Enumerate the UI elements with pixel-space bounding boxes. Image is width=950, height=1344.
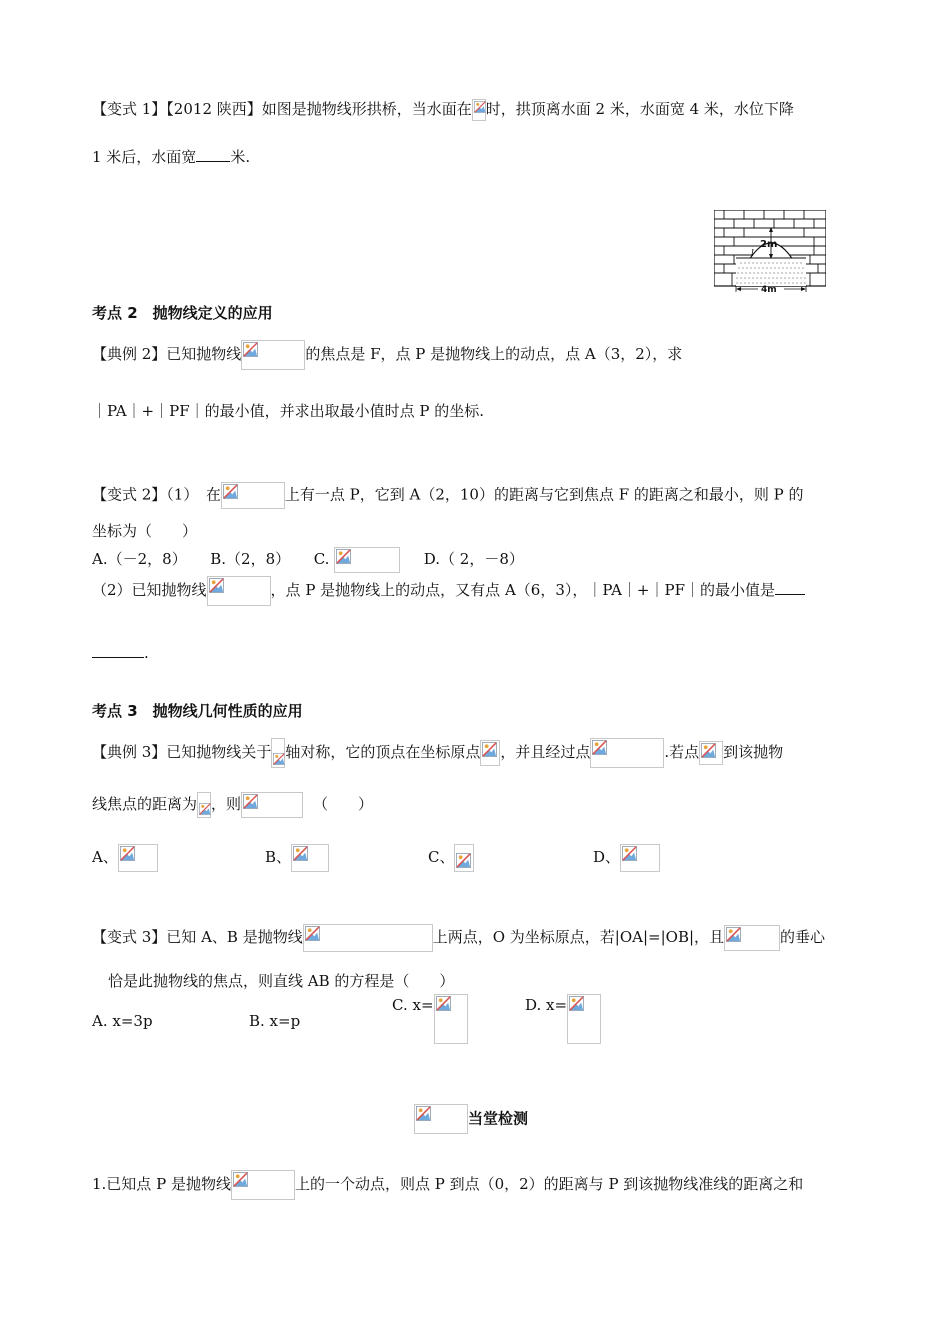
example2-line1: 【典例 2】已知抛物线 的焦点是 F，点 P 是抛物线上的动点，点 A（3，2），求 [92, 340, 682, 370]
formula-image-placeholder [207, 576, 271, 606]
broken-image-icon [482, 742, 497, 757]
example3-option-a: A、 [92, 844, 158, 872]
formula-image-placeholder [434, 994, 468, 1044]
formula-image-placeholder [221, 482, 285, 509]
broken-image-icon [436, 996, 451, 1011]
variant2-part2-line1: （2）已知抛物线 ，点 P 是抛物线上的动点，又有点 A（6，3），｜PA｜+｜PF｜的最小值是 [92, 576, 805, 606]
broken-image-icon [474, 101, 486, 113]
variant3-option-d: D. x= [525, 994, 601, 1044]
formula-image-placeholder [724, 925, 780, 951]
check-question-1: 1.已知点 P 是抛物线 上的一个动点，则点 P 到点（0，2）的距离与 P 到该抛物线准线的距离之和 [92, 1170, 803, 1200]
variant2-line2: 坐标为（ ） [92, 522, 198, 540]
option-c: C. [314, 550, 401, 568]
formula-image-placeholder [197, 792, 211, 818]
broken-image-icon [592, 740, 607, 755]
variant2-options [92, 547, 524, 573]
formula-image-placeholder [480, 740, 500, 766]
formula-image-placeholder [118, 844, 158, 872]
formula-image-placeholder [334, 547, 400, 573]
formula-image-placeholder [303, 924, 433, 952]
variant3-option-c: C. x= [392, 994, 468, 1044]
example3-option-c: C、 [428, 844, 474, 872]
option-d: D.（ 2，－8） [423, 550, 524, 568]
section-heading-kp3: 考点 3 抛物线几何性质的应用 [92, 702, 303, 720]
broken-image-icon [233, 1172, 248, 1187]
formula-image-placeholder [620, 844, 660, 872]
broken-image-icon [209, 578, 224, 593]
example3-line2: 线焦点的距离为 ，则 （ ） [92, 792, 373, 818]
broken-image-icon [456, 853, 471, 868]
variant1-line2: 1 米后，水面宽 米. [92, 148, 251, 166]
broken-image-icon [273, 753, 285, 765]
broken-image-icon [336, 549, 351, 564]
arch-bridge-figure [714, 210, 826, 292]
section-heading-check: 当堂检测 [414, 1104, 528, 1134]
broken-image-icon [726, 927, 741, 942]
variant3-option-b: B. x=p [249, 1012, 301, 1030]
height-label: 2m [760, 239, 778, 250]
formula-image-placeholder [241, 340, 305, 370]
formula-image-placeholder [231, 1170, 295, 1200]
formula-image-placeholder [590, 738, 664, 768]
width-label: 4m [761, 285, 777, 292]
heading-image-placeholder [414, 1104, 468, 1134]
example3-option-d: D、 [593, 844, 660, 872]
broken-image-icon [622, 846, 637, 861]
example3-line1: 【典例 3】已知抛物线关于 轴对称，它的顶点在坐标原点 ，并且经过点 .若点 到该抛物 [92, 738, 783, 768]
broken-image-icon [305, 926, 320, 941]
variant2-part2-line2: . [92, 642, 149, 664]
broken-image-icon [120, 846, 135, 861]
answer-blank [196, 147, 230, 162]
broken-image-icon [293, 846, 308, 861]
broken-image-icon [199, 803, 211, 815]
option-b: B.（2，8） [210, 550, 291, 568]
formula-image-placeholder [271, 738, 285, 768]
example3-option-b: B、 [265, 844, 329, 872]
broken-image-placeholder [472, 99, 486, 121]
option-a: A.（－2，8） [92, 550, 187, 568]
answer-blank [775, 580, 805, 595]
formula-image-placeholder [567, 994, 601, 1044]
section-heading-kp2: 考点 2 抛物线定义的应用 [92, 304, 273, 322]
formula-image-placeholder [241, 792, 303, 818]
variant3-option-a: A. x=3p [92, 1012, 153, 1030]
answer-blank [92, 643, 144, 658]
example2-line2: ｜PA｜+｜PF｜的最小值，并求出取最小值时点 P 的坐标. [92, 402, 485, 420]
variant1-line1: 【变式 1】【2012 陕西】如图是抛物线形拱桥，当水面在 时，拱顶离水面 2 米，水面宽 4 米，水位下降 [92, 98, 794, 121]
formula-image-placeholder [291, 844, 329, 872]
water-label: l [751, 249, 754, 259]
broken-image-icon [243, 794, 258, 809]
broken-image-icon [569, 996, 584, 1011]
broken-image-icon [416, 1106, 431, 1121]
formula-image-placeholder [454, 844, 474, 872]
broken-image-icon [701, 743, 716, 758]
formula-image-placeholder [699, 741, 723, 765]
broken-image-icon [223, 484, 238, 499]
variant2-line1: 【变式 2】（1） 在 上有一点 P，它到 A（2，10）的距离与它到焦点 F 的距离之和最小，则 P 的 [92, 482, 804, 509]
variant3-line2: 恰是此抛物线的焦点，则直线 AB 的方程是（ ） [108, 972, 455, 990]
variant3-line1: 【变式 3】已知 A、B 是抛物线 上两点，O 为坐标原点，若|OA|=|OB|，且 的垂心 [92, 924, 825, 952]
broken-image-icon [243, 342, 258, 357]
